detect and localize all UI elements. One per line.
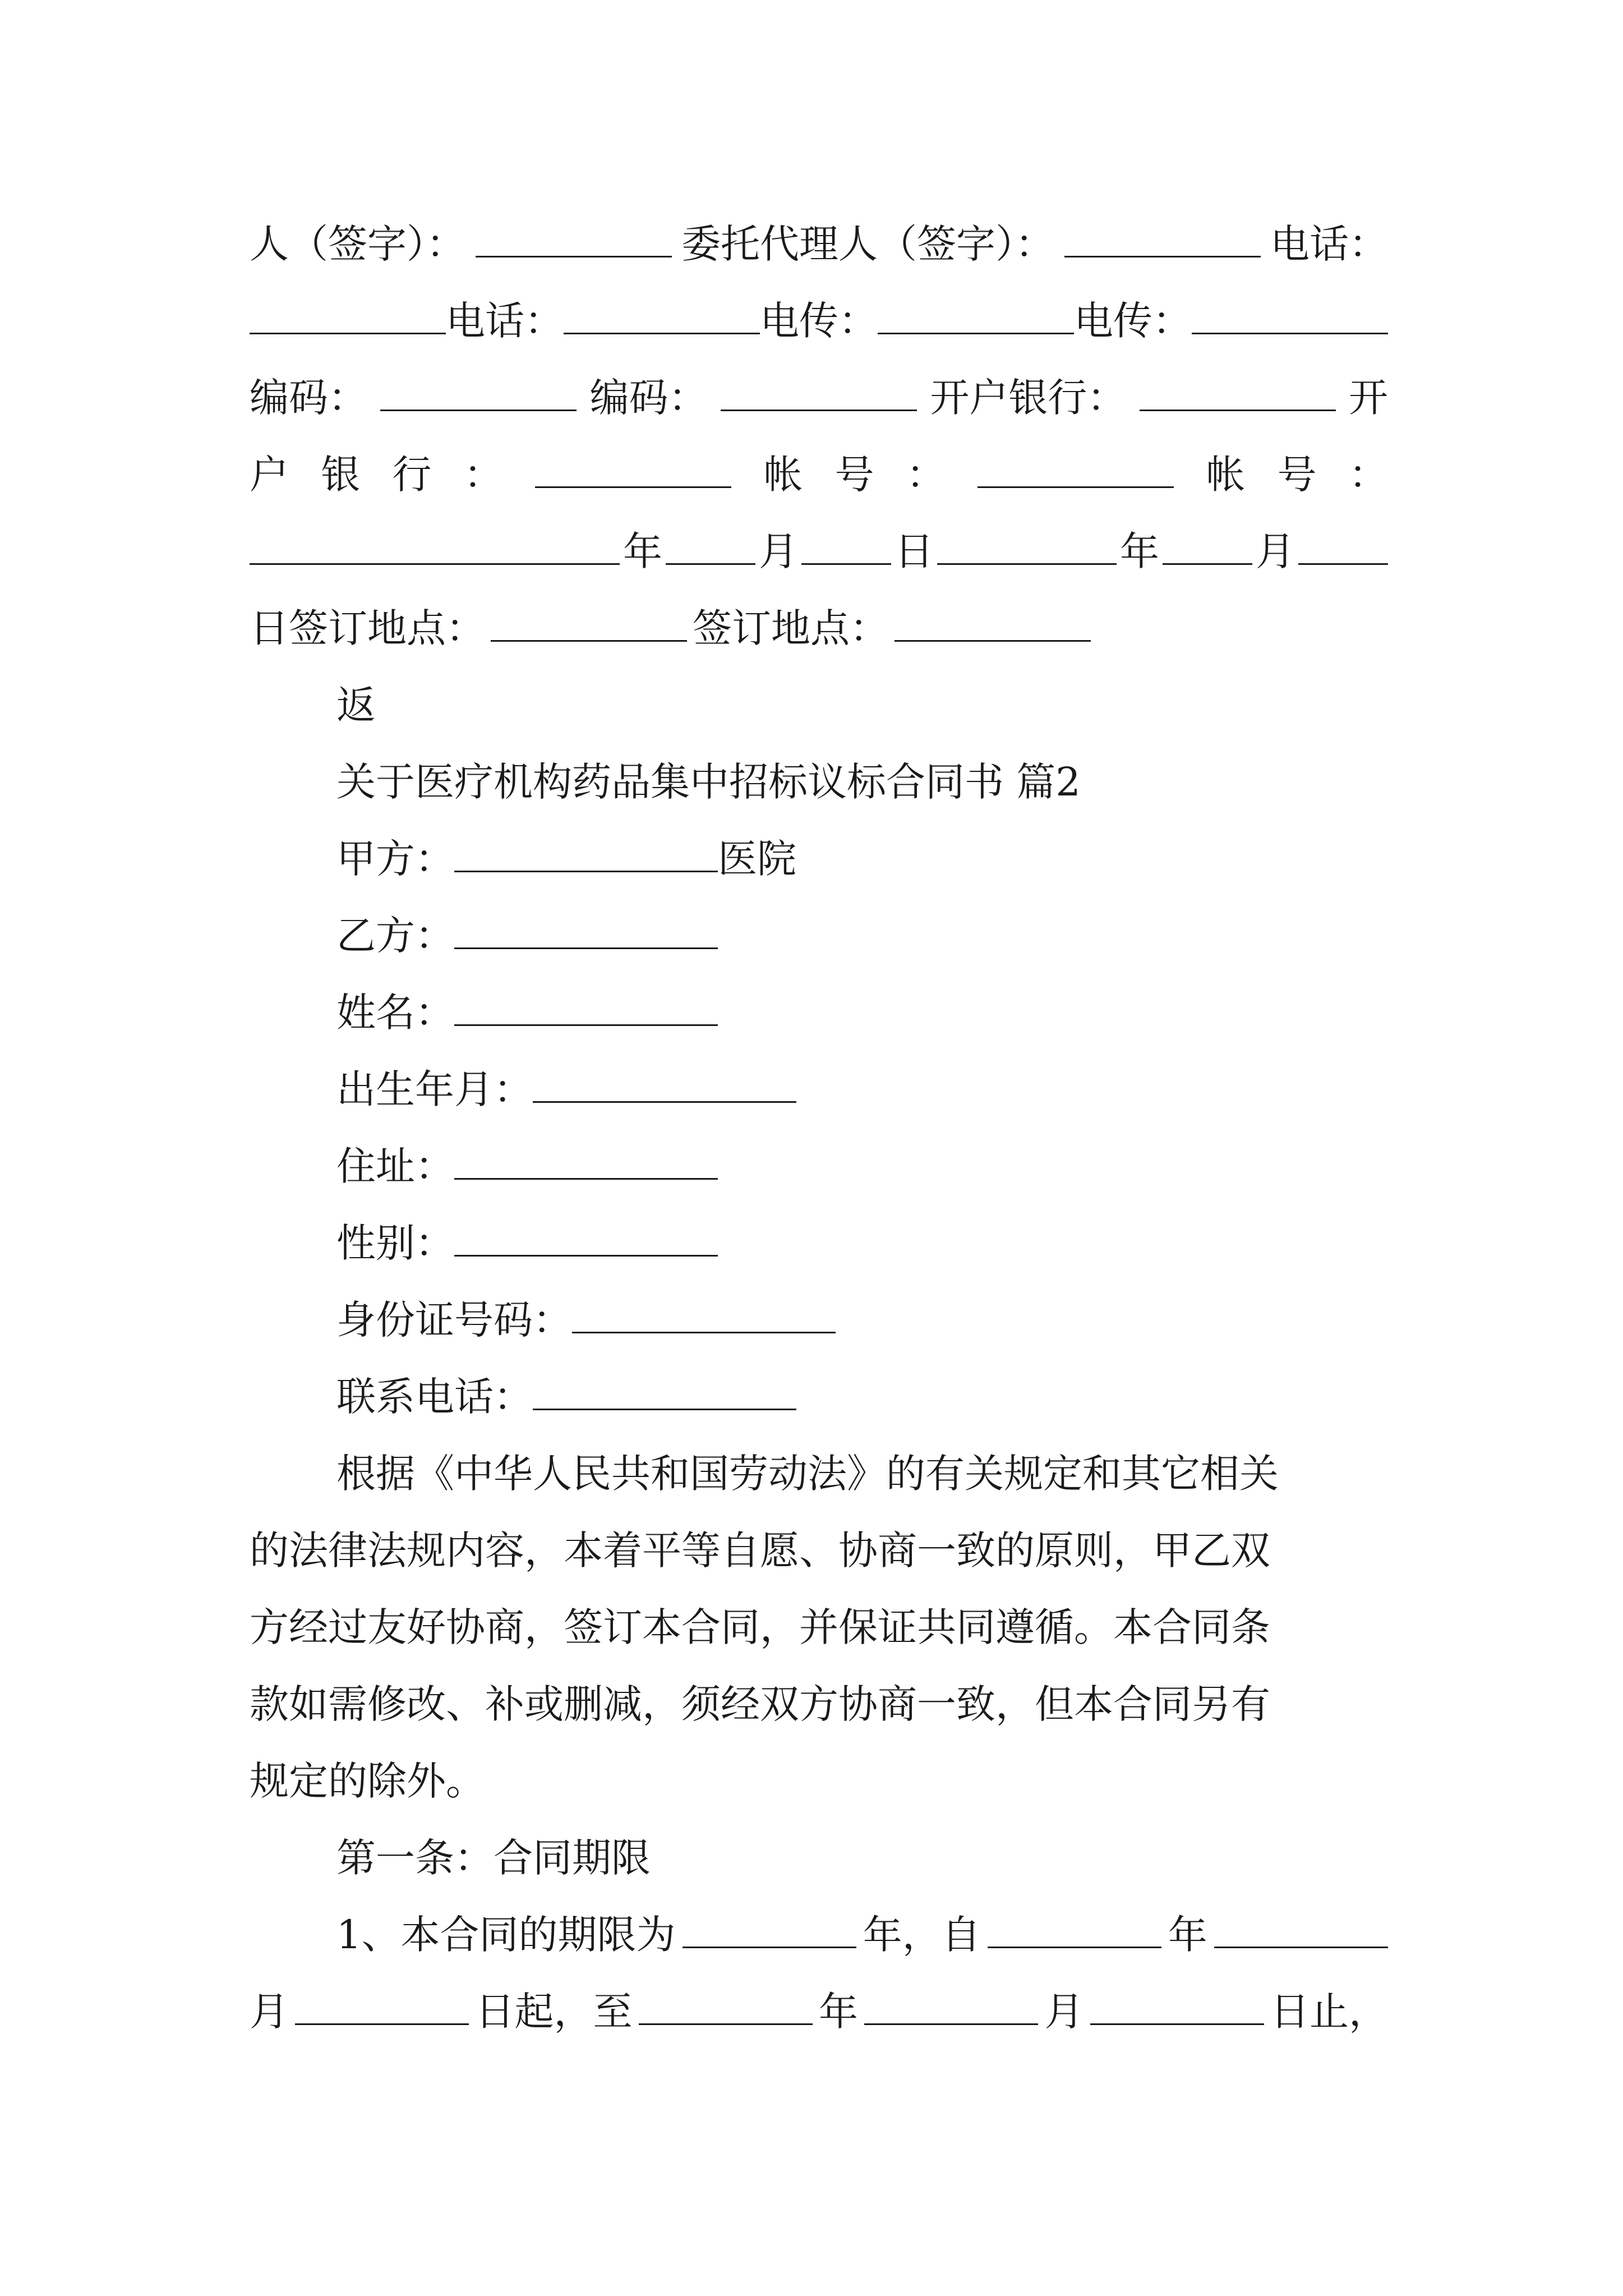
signature-label: 人（签字）： [250,221,465,267]
signature-line-3 [250,367,1388,429]
year-label: 年 [1120,528,1159,574]
id-input[interactable] [572,1291,836,1333]
account-char: 帐 [763,452,803,498]
gender-field [336,1212,1388,1274]
birth-label: 出生年月： [336,1066,533,1112]
account-char: ： [906,452,946,498]
paragraph-line: 的法律法规内容，本着平等自愿、协商一致的原则，甲乙双 [250,1527,1270,1573]
address-field [336,1135,1388,1197]
name-label: 姓名： [336,990,454,1036]
bank-label-start: 开 [1348,375,1388,421]
bank-char: 户 [250,452,289,498]
phone-label: 电话： [1270,221,1388,267]
signing-place-label: 日签订地点： [250,605,485,651]
section-title: 关于医疗机构药品集中招标议标合同书 篇2 [336,759,1081,805]
name-field [336,982,1388,1043]
blank-field[interactable] [1140,369,1336,411]
postcode-label: 编码： [589,375,708,421]
contact-phone-label: 联系电话： [336,1374,533,1420]
month-label: 月 [759,528,798,574]
party-a-input[interactable] [454,830,718,872]
blank-field[interactable] [380,369,577,411]
postcode-label: 编码： [250,375,367,421]
blank-field[interactable] [988,1906,1161,1948]
blank-field[interactable] [250,523,620,565]
term-label: 1、本合同的期限为 [336,1912,676,1958]
phone-label: 电话： [446,298,564,344]
hospital-label: 医院 [718,836,796,882]
party-a-label: 甲方： [336,836,454,882]
blank-field[interactable] [1214,1906,1388,1948]
signing-place-label: 签订地点： [693,605,889,651]
blank-field[interactable] [1298,523,1388,565]
paragraph-line: 款如需修改、补或删减，须经双方协商一致，但本合同另有 [250,1681,1270,1727]
party-b-field [336,905,1388,967]
blank-field[interactable] [864,1983,1038,2025]
blank-field[interactable] [801,523,891,565]
paragraph-line: 根据《中华人民共和国劳动法》的有关规定和其它相关 [336,1451,1279,1497]
month-label: 月 [1044,1989,1084,2035]
blank-field[interactable] [250,292,446,334]
account-char: 帐 [1206,452,1246,498]
blank-field[interactable] [666,523,755,565]
birth-input[interactable] [533,1061,796,1103]
month-label: 月 [250,1989,289,2035]
blank-field[interactable] [1090,1983,1264,2025]
blank-field[interactable] [491,600,687,642]
blank-field[interactable] [978,446,1174,488]
account-char: ： [1348,452,1388,498]
bank-label: 开户银行： [930,375,1127,421]
agent-signature-label: 委托代理人（签字）： [681,221,1054,267]
date-line [250,521,1388,582]
address-input[interactable] [454,1138,718,1180]
name-input[interactable] [454,984,718,1026]
blank-field[interactable] [1064,215,1261,257]
signature-line-2 [250,290,1388,352]
id-field [336,1289,1388,1351]
fax-label: 电传： [1074,298,1192,344]
party-b-input[interactable] [454,907,718,949]
bank-char: 银 [321,452,361,498]
paragraph-line: 方经过友好协商，签订本合同，并保证共同遵循。本合同条 [250,1604,1270,1650]
article-heading: 第一条：合同期限 [336,1835,651,1881]
party-b-label: 乙方： [336,913,454,959]
term-line-2 [250,1981,1388,2042]
phone-field [336,1366,1388,1428]
blank-field[interactable] [295,1983,469,2025]
blank-field[interactable] [1192,292,1388,334]
blank-field[interactable] [895,600,1091,642]
signing-place-line [250,597,1388,659]
signature-line-1 [250,213,1388,275]
blank-field[interactable] [535,446,731,488]
paragraph-line: 规定的除外。 [250,1758,485,1804]
bank-char: ： [463,452,503,498]
blank-field[interactable] [476,215,672,257]
fax-label: 电传： [760,298,878,344]
year-label: 年 [1168,1912,1207,1958]
blank-field[interactable] [937,523,1117,565]
day-start-label: 日起，至 [475,1989,633,2035]
account-char: 号 [1277,452,1317,498]
year-from-label: 年，自 [863,1912,981,1958]
term-line-1 [336,1904,1388,1966]
blank-field[interactable] [1163,523,1252,565]
blank-field[interactable] [564,292,760,334]
blank-field[interactable] [683,1906,856,1948]
birth-field [336,1059,1388,1120]
blank-field[interactable] [721,369,917,411]
blank-field[interactable] [639,1983,813,2025]
month-label: 月 [1256,528,1295,574]
year-label: 年 [819,1989,858,2035]
gender-label: 性别： [336,1220,454,1266]
gender-input[interactable] [454,1214,718,1257]
id-label: 身份证号码： [336,1297,572,1343]
back-text[interactable]: 返 [336,682,376,728]
address-label: 住址： [336,1143,454,1189]
signature-line-4 [250,444,1388,505]
year-label: 年 [623,528,662,574]
day-label: 日 [895,528,934,574]
bank-char: 行 [392,452,432,498]
contact-phone-input[interactable] [533,1368,796,1410]
blank-field[interactable] [878,292,1074,334]
account-char: 号 [834,452,874,498]
day-end-label: 日止， [1270,1989,1388,2035]
party-a-field [336,828,1388,890]
